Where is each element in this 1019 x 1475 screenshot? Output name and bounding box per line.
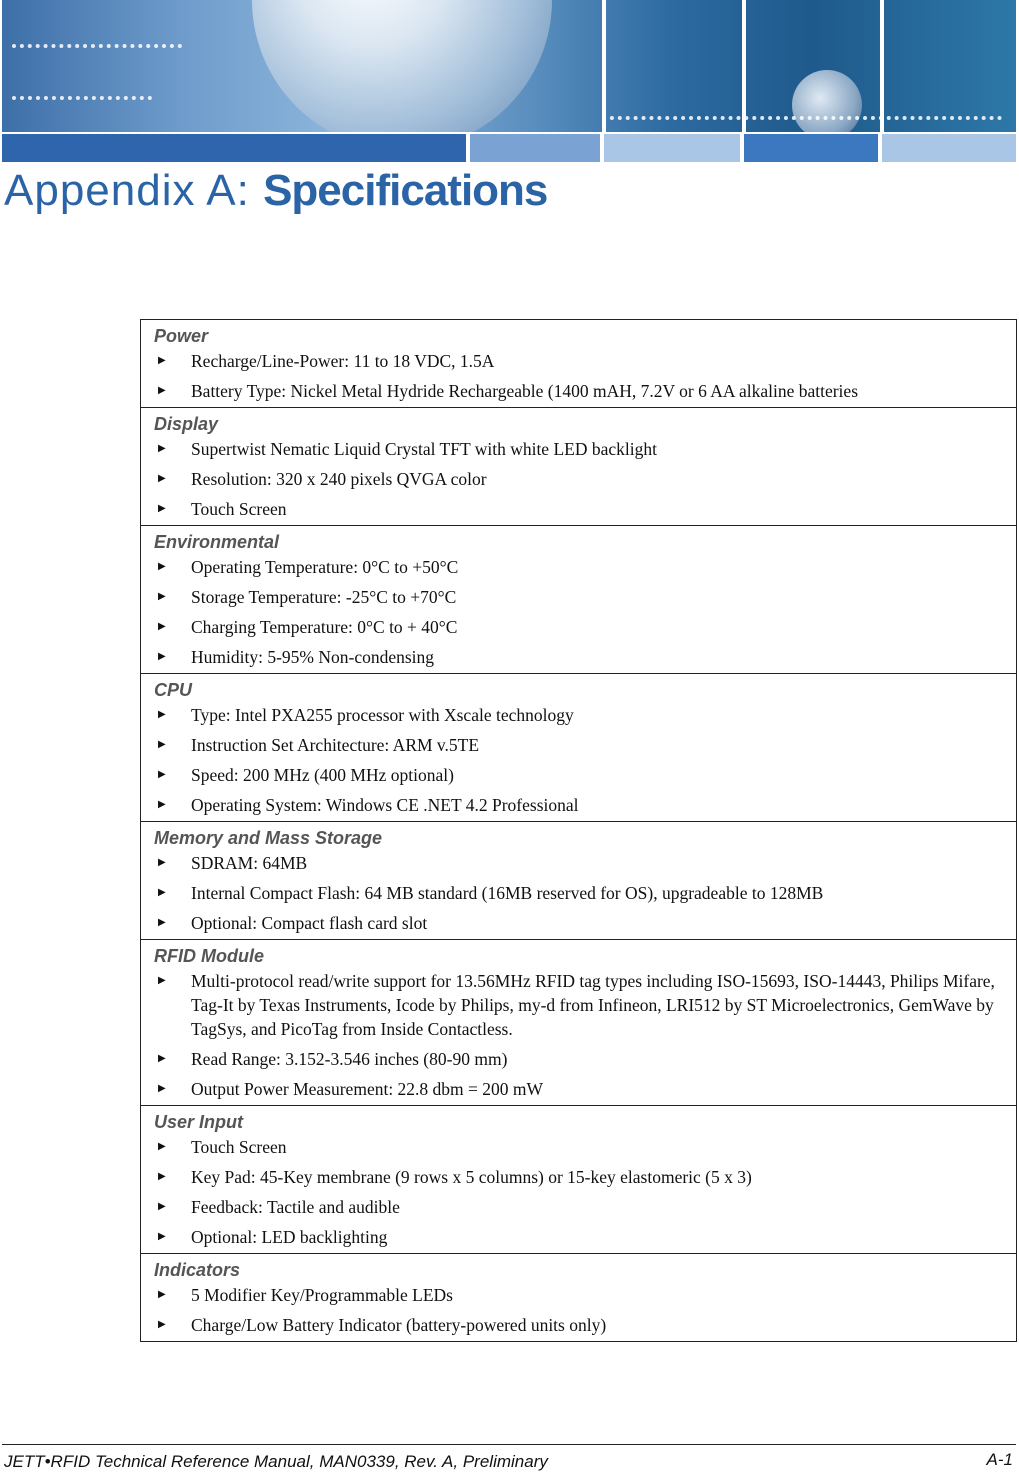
spec-item-text: 5 Modifier Key/Programmable LEDs [191, 1285, 453, 1305]
banner-divider [742, 0, 746, 132]
spec-item [154, 1313, 1016, 1337]
bullet-arrow-icon: ▶ [158, 1171, 166, 1182]
section-title: CPU [154, 680, 193, 700]
banner-color-bar [470, 134, 600, 162]
bullet-arrow-icon: ▶ [158, 917, 166, 928]
spec-item-text: Resolution: 320 x 240 pixels QVGA color [191, 469, 487, 489]
bullet-arrow-icon: ▶ [158, 591, 166, 602]
bullet-arrow-icon: ▶ [158, 503, 166, 514]
spec-item [154, 467, 1016, 491]
spec-item-text: Humidity: 5-95% Non-condensing [191, 647, 435, 667]
banner-color-bar [882, 134, 1016, 162]
bullet-arrow-icon: ▶ [158, 709, 166, 720]
spec-item [154, 585, 1016, 609]
spec-item [154, 881, 1016, 905]
spec-item [154, 1283, 1016, 1307]
page-number: A-1 [986, 1450, 1013, 1469]
spec-item-text: Instruction Set Architecture: ARM v.5TE [191, 735, 480, 755]
globe-graphic [252, 0, 552, 132]
bullet-arrow-icon: ▶ [158, 887, 166, 898]
bullet-arrow-icon: ▶ [158, 1083, 166, 1094]
bullet-arrow-icon: ▶ [158, 975, 166, 986]
section-title: Indicators [154, 1260, 241, 1280]
circuit-dots [12, 96, 152, 104]
spec-item-text: Touch Screen [191, 499, 287, 519]
bullet-arrow-icon: ▶ [158, 769, 166, 780]
spec-item-text: Speed: 200 MHz (400 MHz optional) [191, 765, 454, 785]
spec-item [154, 703, 1016, 727]
bullet-arrow-icon: ▶ [158, 651, 166, 662]
spec-section [141, 673, 1016, 821]
bullet-arrow-icon: ▶ [158, 561, 166, 572]
spec-item-text: Key Pad: 45-Key membrane (9 rows x 5 columns) or 15-key elastomeric (5 x 3) [191, 1167, 752, 1187]
spec-item [154, 733, 1016, 757]
spec-item [154, 615, 1016, 639]
spec-item-text: Optional: Compact flash card slot [191, 913, 428, 933]
bullet-arrow-icon: ▶ [158, 355, 166, 366]
spec-section [141, 1253, 1016, 1341]
section-title: User Input [154, 1112, 244, 1132]
section-title: RFID Module [154, 946, 264, 966]
spec-item [154, 1195, 1016, 1219]
banner-divider [880, 0, 884, 132]
footer-divider [2, 1444, 1016, 1445]
spec-item [154, 969, 1016, 1041]
spec-item-text: Type: Intel PXA255 processor with Xscale technology [191, 705, 574, 725]
spec-item [154, 645, 1016, 669]
spec-section [141, 1105, 1016, 1253]
spec-item [154, 1225, 1016, 1249]
spec-item-text: Operating System: Windows CE .NET 4.2 Professional [191, 795, 579, 815]
spec-item-text: Touch Screen [191, 1137, 287, 1157]
spec-item [154, 379, 1016, 403]
spec-item-text: SDRAM: 64MB [191, 853, 308, 873]
banner-color-bar [2, 134, 466, 162]
spec-section [141, 525, 1016, 673]
spec-section [141, 407, 1016, 525]
bullet-arrow-icon: ▶ [158, 857, 166, 868]
spec-item [154, 1077, 1016, 1101]
bullet-arrow-icon: ▶ [158, 385, 166, 396]
spec-item-text: Charging Temperature: 0°C to + 40°C [191, 617, 458, 637]
header-banner-image [2, 0, 1016, 132]
bullet-arrow-icon: ▶ [158, 473, 166, 484]
bullet-arrow-icon: ▶ [158, 1201, 166, 1212]
bullet-arrow-icon: ▶ [158, 1319, 166, 1330]
spec-item-text: Operating Temperature: 0°C to +50°C [191, 557, 459, 577]
spec-item-text: Supertwist Nematic Liquid Crystal TFT with white LED backlight [191, 439, 657, 459]
section-title: Display [154, 414, 219, 434]
spec-item [154, 437, 1016, 461]
bullet-arrow-icon: ▶ [158, 1141, 166, 1152]
spec-item [154, 1047, 1016, 1071]
spec-item-text: Optional: LED backlighting [191, 1227, 388, 1247]
spec-item [154, 911, 1016, 935]
page-title-prefix: Appendix A: [4, 166, 264, 215]
spec-item-text: Multi-protocol read/write support for 13.56MHz RFID tag types including ISO-15693, ISO-14443, Philips Mifare, Tag-It by Texas Instruments, Icode by Philips, my-d from Infineon, LRI512 by ST Microelectronics, GemWave by TagSys, and PicoTag from Inside Contactless. [191, 971, 995, 1039]
spec-item-text: Output Power Measurement: 22.8 dbm = 200 mW [191, 1079, 544, 1099]
bullet-arrow-icon: ▶ [158, 1289, 166, 1300]
spec-item-text: Read Range: 3.152-3.546 inches (80-90 mm) [191, 1049, 508, 1069]
banner-color-bar [604, 134, 740, 162]
spec-item-text: Charge/Low Battery Indicator (battery-powered units only) [191, 1315, 607, 1335]
spec-item-text: Internal Compact Flash: 64 MB standard (16MB reserved for OS), upgradeable to 128MB [191, 883, 824, 903]
spec-item-text: Storage Temperature: -25°C to +70°C [191, 587, 457, 607]
spec-item [154, 851, 1016, 875]
page-title [4, 166, 547, 216]
spec-item [154, 497, 1016, 521]
bullet-arrow-icon: ▶ [158, 443, 166, 454]
section-title: Power [154, 326, 209, 346]
bullet-arrow-icon: ▶ [158, 621, 166, 632]
section-title: Memory and Mass Storage [154, 828, 383, 848]
spec-section [141, 939, 1016, 1105]
banner-color-bar [744, 134, 878, 162]
spec-item [154, 1135, 1016, 1159]
spec-item-text: Battery Type: Nickel Metal Hydride Rechargeable (1400 mAH, 7.2V or 6 AA alkaline batteries [191, 381, 858, 401]
page-title-main: Specifications [263, 166, 548, 215]
bullet-arrow-icon: ▶ [158, 739, 166, 750]
spec-item [154, 349, 1016, 373]
section-title: Environmental [154, 532, 280, 552]
spec-item-text: Feedback: Tactile and audible [191, 1197, 400, 1217]
spec-item [154, 555, 1016, 579]
spec-item-text: Recharge/Line-Power: 11 to 18 VDC, 1.5A [191, 351, 495, 371]
bullet-arrow-icon: ▶ [158, 799, 166, 810]
spec-section [141, 320, 1016, 407]
banner-divider [602, 0, 606, 132]
spec-item [154, 763, 1016, 787]
footer-text: JETT•RFID Technical Reference Manual, MAN0339, Rev. A, Preliminary [4, 1452, 548, 1471]
spec-item [154, 1165, 1016, 1189]
specifications-table [140, 319, 1017, 1342]
spec-item [154, 793, 1016, 817]
spec-section [141, 821, 1016, 939]
bullet-arrow-icon: ▶ [158, 1053, 166, 1064]
bullet-arrow-icon: ▶ [158, 1231, 166, 1242]
circuit-dots [602, 116, 1002, 124]
circuit-dots [12, 44, 182, 52]
